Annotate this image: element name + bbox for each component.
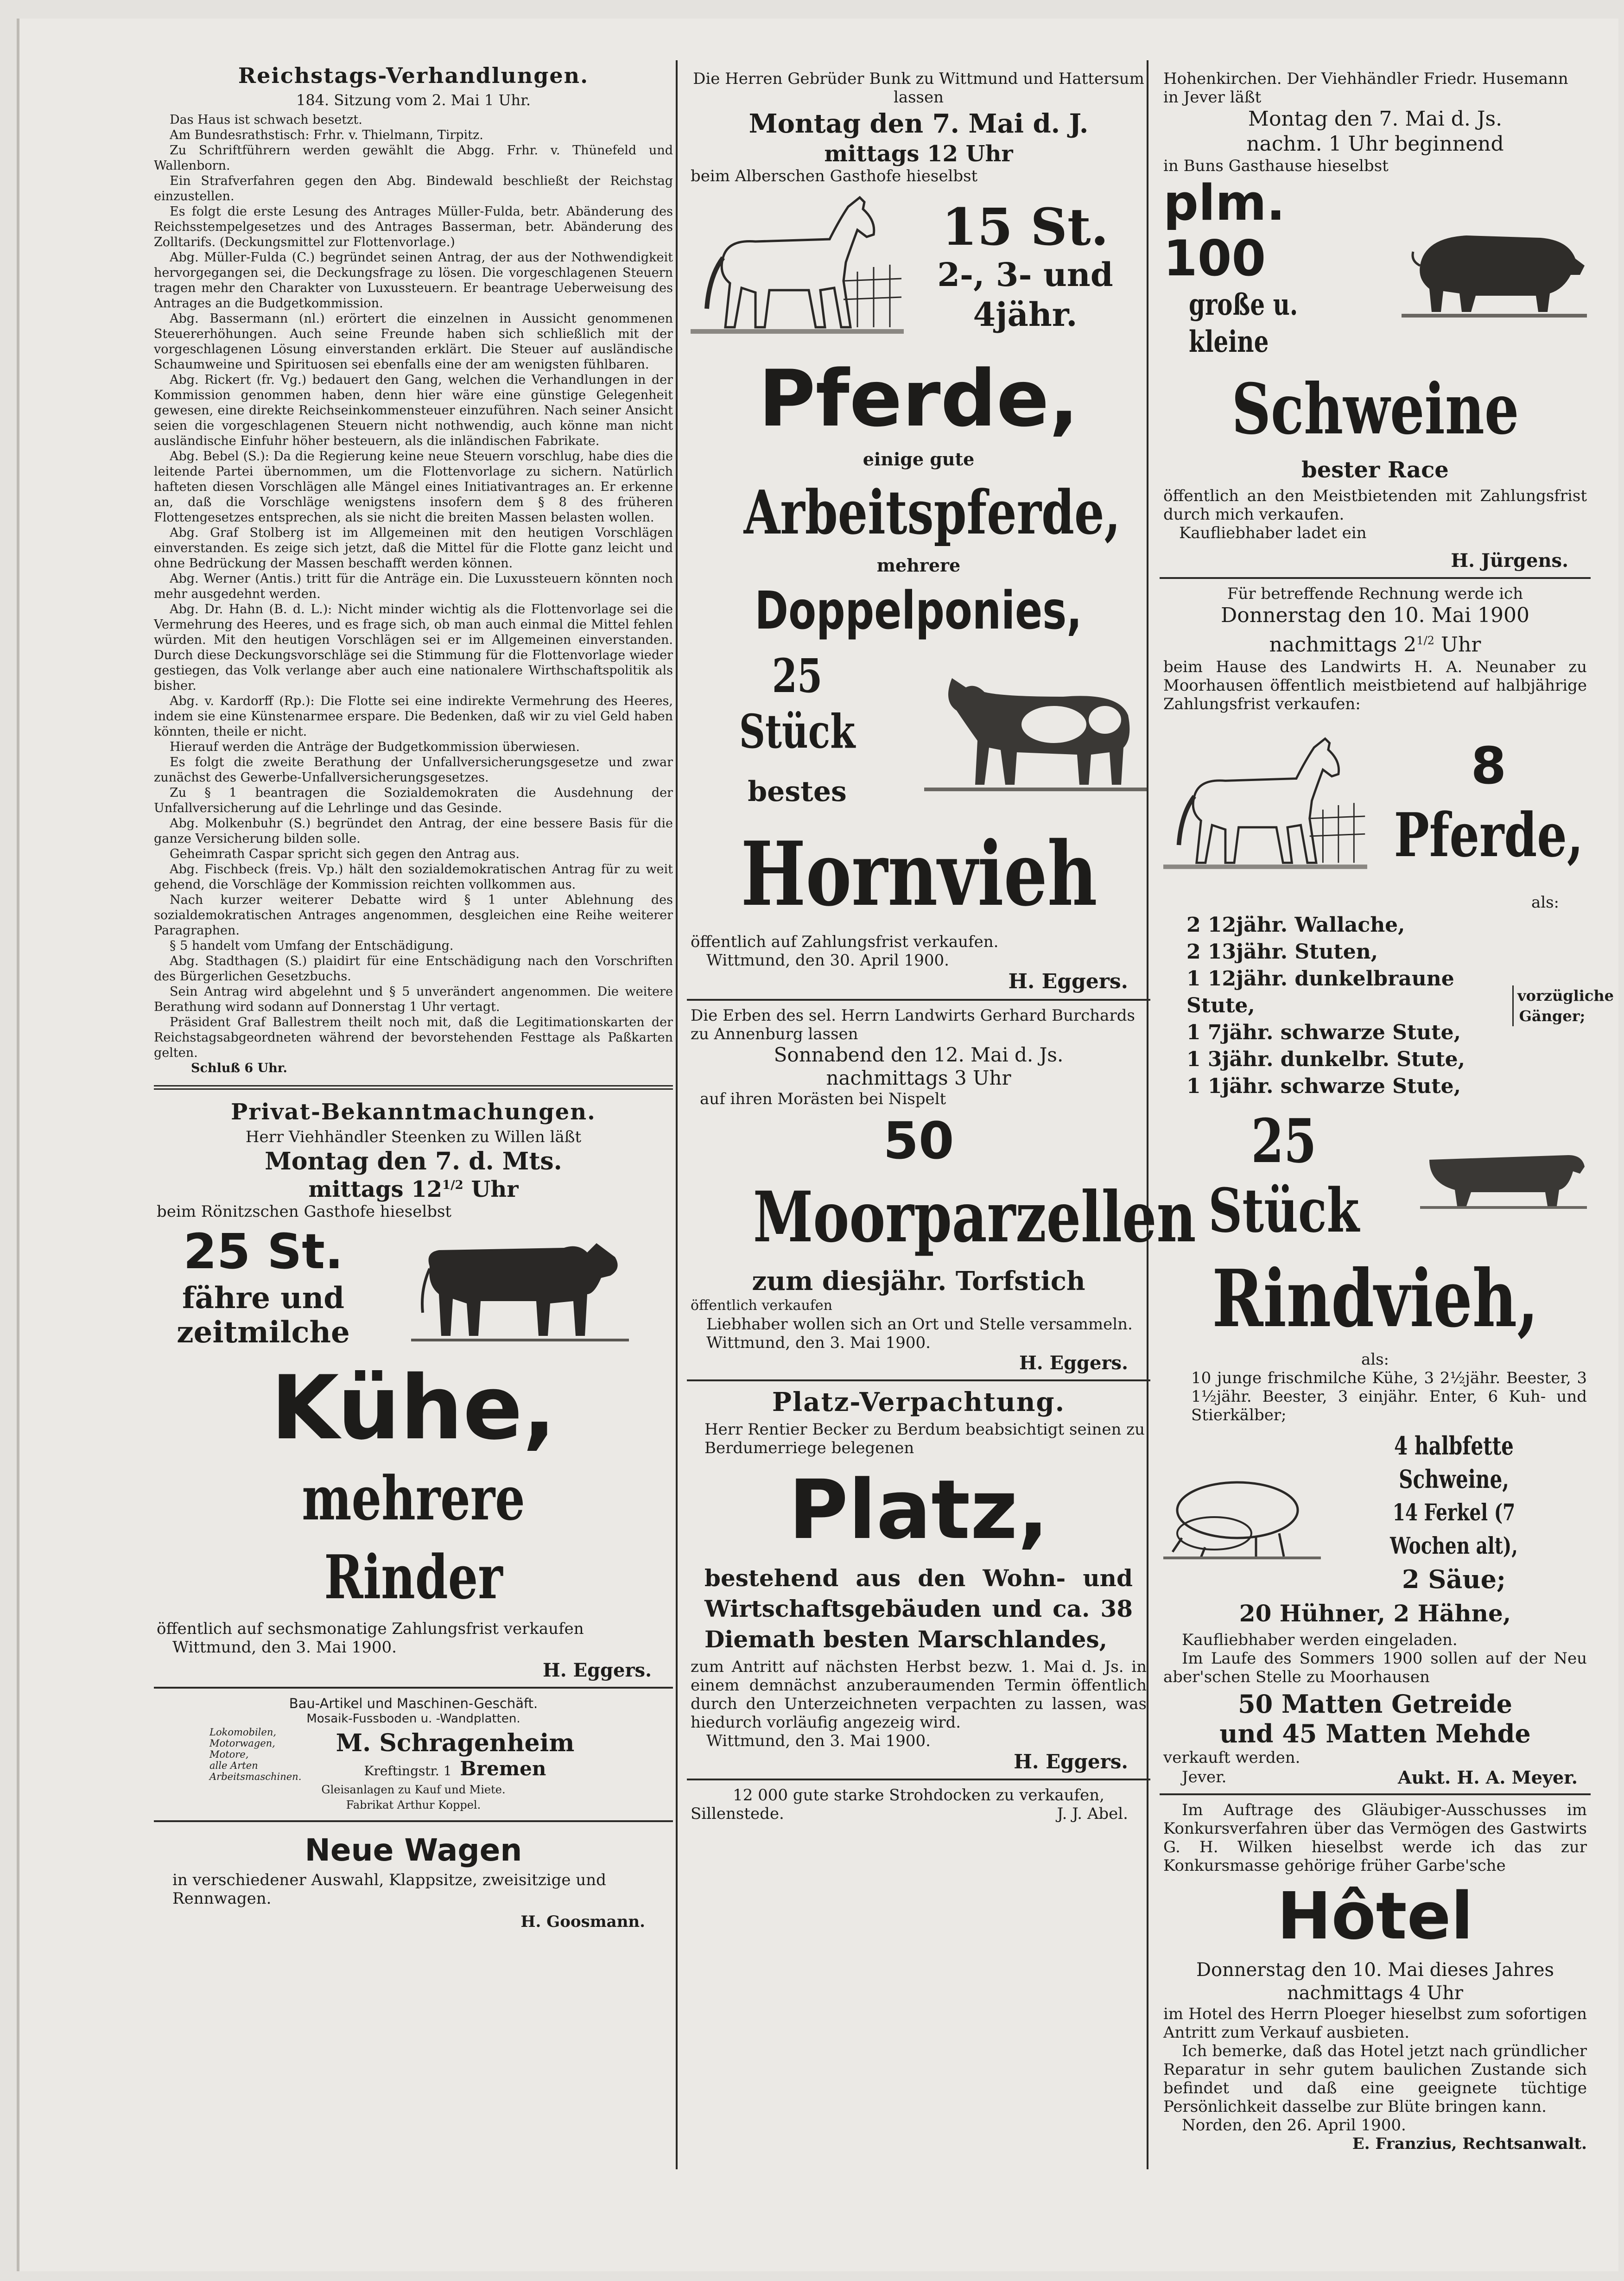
reichstag-paragraph: Abg. v. Kardorff (Rp.): Die Flotte sei eine indirekte Vermehrung des Heeres, indem sie eine Künstenarmee erspare. Die Bedenken, daß wir zu viel Geld haben könnten, theile er nicht. bbox=[154, 694, 673, 739]
privat-kuehe: Kühe, bbox=[271, 1357, 556, 1459]
reichstag-paragraph: Nach kurzer weiterer Debatte wird § 1 unter Ablehnung des sozialdemokratischen Antrages angenommen, desgleichen eine Reihe weiterer Paragraphen. bbox=[154, 893, 673, 938]
schragenheim-product: Motorwagen, bbox=[209, 1738, 275, 1749]
stroh-text: 12 000 gute starke Strohdocken zu verkaufen, bbox=[733, 1786, 1104, 1804]
neunaber-horse-item: 2 12jähr. Wallache, bbox=[1186, 913, 1405, 937]
neunaber-rind-text: Rindvieh, bbox=[1212, 1252, 1539, 1345]
bunk-count: 15 St. bbox=[942, 197, 1109, 257]
hotel-dateline: Norden, den 26. April 1900. bbox=[1182, 2116, 1406, 2135]
bunk-terms: öffentlich auf Zahlungsfrist verkaufen. bbox=[691, 933, 999, 951]
ad-husemann bbox=[1160, 70, 1591, 572]
schragenheim-row bbox=[209, 1727, 617, 1782]
pigs-illustration bbox=[1163, 1464, 1321, 1561]
neunaber-s2 bbox=[1321, 1496, 1587, 1563]
divider bbox=[1160, 577, 1591, 579]
bunk-horse-row bbox=[691, 188, 1147, 346]
horse-illustration bbox=[691, 188, 904, 346]
neunaber-time-a: nachmittags 2 bbox=[1269, 633, 1417, 657]
platz-dateline: Wittmund, den 3. Mai 1900. bbox=[706, 1732, 931, 1750]
wagen-sign: H. Goosmann. bbox=[520, 1912, 645, 1931]
reichstag-title: Reichstags-Verhandlungen. bbox=[238, 63, 589, 88]
neunaber-date: Donnerstag den 10. Mai 1900 bbox=[1221, 604, 1529, 627]
bunk-arbeit-text: Arbeitspferde, bbox=[743, 477, 1121, 548]
schragenheim-line2: Mosaik-Fussboden u. -Wandplatten. bbox=[306, 1712, 520, 1726]
neunaber-horse-row bbox=[1163, 717, 1587, 893]
bunk-horn-text: Hornvieh bbox=[741, 822, 1097, 926]
divider bbox=[154, 1687, 673, 1689]
neunaber-summer: Im Laufe des Sommers 1900 sollen auf der Neu aber'schen Stelle zu Moorhausen bbox=[1163, 1649, 1587, 1686]
hotel-intro: Im Auftrage des Gläubiger-Ausschusses im Konkursverfahren über das Vermögen des Gastwirts G. H. Wilken hieselbst werde ich das zur Konkursmasse gehörige früher Garbe'sche bbox=[1163, 1800, 1587, 1875]
privat-time bbox=[157, 1176, 670, 1202]
ad-strohdocken bbox=[687, 1786, 1150, 1823]
reichstag-paragraph: Abg. Rickert (fr. Vg.) bedauert den Gang, welchen die Verhandlungen in der Kommission genommen haben, denn hier wäre eine günstige Gelegenheit gewesen, eine direkte Reichseinkommensteuer einzuführen. Nach seiner Ansicht seien die vorgeschlagenen Steuern nicht nothwendig, auch könne man nicht ausländische Einfuhr höher besteuern, als die inländischen Fabrikate. bbox=[154, 373, 673, 448]
neunaber-time-fraction: 1/2 bbox=[1416, 634, 1434, 647]
privat-time-a: mittags 12 bbox=[308, 1176, 443, 1202]
neunaber-intro: Für betreffende Rechnung werde ich bbox=[1227, 585, 1523, 603]
schweine-time: nachm. 1 Uhr beginnend bbox=[1246, 132, 1504, 156]
neunaber-time bbox=[1163, 628, 1587, 658]
schragenheim-product: Lokomobilen, bbox=[209, 1727, 277, 1738]
bunk-bestes: bestes bbox=[748, 775, 847, 808]
reichstag-paragraph: Sein Antrag wird abgelehnt und § 5 unverändert angenommen. Die weitere Berathung wird sodann auf Donnerstag 1 Uhr vertagt. bbox=[154, 985, 673, 1014]
ad-moorparzellen bbox=[687, 1006, 1196, 1374]
column-rule-left bbox=[676, 60, 678, 2169]
divider bbox=[1160, 1793, 1591, 1795]
schragenheim-street: Kreftingstr. 1 bbox=[364, 1763, 452, 1779]
reichstag-paragraph: Das Haus ist schwach besetzt. bbox=[170, 113, 362, 127]
bunk-ponies bbox=[691, 578, 1147, 643]
bunk-sign: H. Eggers. bbox=[1008, 970, 1128, 993]
reichstag-paragraph: Präsident Graf Ballestrem theilt noch mit, daß die Legitimationskarten der Reichstagsabgeordneten während der bevorstehenden Festtage als Paßkarten gelten. bbox=[154, 1015, 673, 1060]
reichstag-paragraph: Abg. Fischbeck (freis. Vp.) hält den sozialdemokratischen Antrag für zu weit gehend, die Vorschläge der Kommission reichten vollkommen aus. bbox=[154, 862, 673, 892]
stroh-place: Sillenstede. bbox=[691, 1804, 784, 1823]
neunaber-note: vorzügliche Gänger; bbox=[1512, 985, 1587, 1026]
bunk-count-block bbox=[904, 199, 1147, 335]
schweine-intro: Hohenkirchen. Der Viehhändler Friedr. Husemann in Jever läßt bbox=[1163, 70, 1568, 107]
moor-title bbox=[691, 1173, 1196, 1261]
bunk-intro: Die Herren Gebrüder Bunk zu Wittmund und Hattersum lassen bbox=[693, 70, 1144, 107]
bunk-arbeit bbox=[691, 473, 1147, 552]
reichstag-paragraph: Abg. Stadthagen (S.) plaidirt für eine Entschädigung nach den Vorschriften des Bürgerlichen Gesetzbuchs. bbox=[154, 954, 673, 984]
bunk-stueck bbox=[691, 648, 904, 759]
newspaper-page bbox=[17, 19, 1618, 2271]
schweine-place: in Buns Gasthause hieselbst bbox=[1163, 157, 1389, 175]
moor-dateline: Wittmund, den 3. Mai 1900. bbox=[706, 1334, 931, 1352]
neunaber-invite: Kaufliebhaber werden eingeladen. bbox=[1182, 1630, 1458, 1649]
wagen-text: in verschiedener Auswahl, Klappsitze, zweisitzige und Rennwagen. bbox=[172, 1871, 606, 1908]
neunaber-count-block bbox=[1367, 736, 1610, 875]
moor-text: Liebhaber wollen sich an Ort und Stelle versammeln. bbox=[706, 1315, 1133, 1334]
hotel-sign: E. Franzius, Rechtsanwalt. bbox=[1352, 2134, 1587, 2153]
neunaber-als: als: bbox=[1531, 893, 1559, 912]
bunk-time: mittags 12 Uhr bbox=[824, 141, 1013, 167]
reichstag-close: Schluß 6 Uhr. bbox=[191, 1061, 287, 1075]
schweine-count-block bbox=[1163, 175, 1395, 361]
schragenheim-name-block bbox=[293, 1729, 617, 1780]
reichstag-paragraph: Hierauf werden die Anträge der Budgetkommission überwiesen. bbox=[170, 740, 580, 754]
neunaber-g1: 50 Matten Getreide bbox=[1238, 1689, 1512, 1719]
hotel-date: Donnerstag den 10. Mai dieses Jahres bbox=[1196, 1959, 1554, 1981]
neunaber-als2: als: bbox=[1361, 1350, 1389, 1369]
reichstag-paragraph: Es folgt die zweite Berathung der Unfallversicherungsgesetze und zwar zunächst des Gewerbe-Unfallversicherungsgesetzes. bbox=[154, 755, 673, 785]
schweine-invite: Kaufliebhaber ladet ein bbox=[1179, 524, 1367, 542]
neunaber-footer bbox=[1163, 1767, 1587, 1788]
neunaber-place: Jever. bbox=[1182, 1768, 1227, 1787]
privat-count: 25 St. bbox=[183, 1223, 343, 1280]
privat-place: beim Rönitzschen Gasthofe hieselbst bbox=[157, 1202, 452, 1221]
neunaber-horse-list bbox=[1163, 912, 1512, 1100]
neunaber-s1-text: 4 halbfette Schweine, bbox=[1394, 1430, 1514, 1494]
neunaber-rind bbox=[1163, 1250, 1587, 1347]
bunk-place: beim Alberschen Gasthofe hieselbst bbox=[691, 167, 978, 185]
cow-illustration bbox=[411, 1225, 629, 1350]
neunaber-horse-item: 2 13jähr. Stuten, bbox=[1186, 940, 1378, 964]
schweine-terms: öffentlich an den Meistbietenden mit Zahlungsfrist durch mich verkaufen. bbox=[1163, 487, 1587, 524]
reichstag-paragraph: Zu § 1 beantragen die Sozialdemokraten die Ausdehnung der Unfallversicherung auf die Lehrlinge und das Gesinde. bbox=[154, 786, 673, 815]
platz-sign: H. Eggers. bbox=[1014, 1750, 1128, 1773]
neunaber-cattle-row bbox=[1163, 1106, 1587, 1245]
moor-count: 50 bbox=[883, 1111, 954, 1170]
schweine-sign: H. Jürgens. bbox=[1451, 550, 1568, 572]
neunaber-time-b: Uhr bbox=[1440, 633, 1481, 657]
divider bbox=[687, 1779, 1150, 1780]
neunaber-s1 bbox=[1321, 1429, 1587, 1496]
neunaber-horse-item: 1 7jähr. schwarze Stute, bbox=[1186, 1020, 1461, 1044]
privat-line1: fähre und bbox=[182, 1281, 345, 1315]
bunk-stueck-block bbox=[691, 648, 904, 810]
ad-neunaber bbox=[1160, 585, 1614, 1788]
schweine-word bbox=[1163, 365, 1587, 453]
hotel-text: im Hotel des Herrn Ploeger hieselbst zum sofortigen Antritt zum Verkauf ausbieten. bbox=[1163, 2004, 1587, 2042]
reichstag-paragraph: Abg. Müller-Fulda (C.) begründet seinen Antrag, der aus der Nothwendigkeit hervorgegangen sei, die Deckungsfrage zu lösen. Die vorgeschlagenen Steuern tragen mehr den Charakter von Luxussteuern. Er beantrage Ueberweisung des Antrages an die Budgetkommission. bbox=[154, 250, 673, 311]
divider bbox=[687, 999, 1150, 1001]
schragenheim-address bbox=[293, 1757, 617, 1780]
privat-line2: zeitmilche bbox=[177, 1315, 350, 1350]
neunaber-stueck bbox=[1163, 1106, 1404, 1245]
bunk-einige: einige gute bbox=[863, 449, 975, 470]
privat-terms: öffentlich auf sechsmonatige Zahlungsfrist verkaufen bbox=[157, 1620, 584, 1638]
neunaber-count: 8 bbox=[1471, 736, 1507, 795]
stroh-footer bbox=[691, 1804, 1147, 1823]
schragenheim-product: Motore, bbox=[209, 1749, 249, 1760]
stroh-sign: J. J. Abel. bbox=[1057, 1804, 1128, 1823]
moor-sell: öffentlich verkaufen bbox=[691, 1297, 832, 1314]
bunk-ages1: 2-, 3- und bbox=[937, 255, 1113, 294]
reichstag-paragraph: § 5 handelt vom Umfang der Entschädigung. bbox=[170, 939, 454, 953]
platz-intro: Herr Rentier Becker zu Berdum beabsichtigt seinen zu Berdumerriege belegenen bbox=[704, 1420, 1145, 1457]
reichstag-paragraph: Ein Strafverfahren gegen den Abg. Bindewald beschließt der Reichstag einzustellen. bbox=[154, 174, 673, 203]
schragenheim-line3: Gleisanlagen zu Kauf und Miete. bbox=[321, 1783, 506, 1796]
privat-time-fraction: 1/2 bbox=[442, 1178, 463, 1192]
hotel-word: Hôtel bbox=[1277, 1878, 1473, 1954]
column-middle bbox=[687, 19, 1196, 2243]
pig-illustration bbox=[1402, 215, 1587, 321]
reichstag-paragraph: Abg. Bebel (S.): Da die Regierung keine neue Steuern vorschlug, habe dies die leitende Partei übernommen, um die Flottenvorlage zu sichern. Natürlich hafteten diesen Vorschlägen alle Mängel eines Initiativantrages an. Er erkenne an, daß die Vorschläge wenigstens insofern dem § 8 des früheren Flottengesetzes entsprechen, als sie nicht die breiten Massen belasten wollen. bbox=[154, 449, 673, 525]
reichstag-paragraph: Abg. Bassermann (nl.) erörtert die einzelnen in Aussicht genommenen Steuererhöhungen. Auch seine Freunde haben sich schließlich mit der vorgeschlagenen Lösung einverstanden erklärt. Die Steuer auf ausländische Schaumweine und Spirituosen sei ebenfalls eine der am wenigsten fühlbaren. bbox=[154, 311, 673, 372]
platz-desc: bestehend aus den Wohn- und Wirtschaftsgebäuden und ca. 38 Diemath besten Marschlandes, bbox=[704, 1564, 1133, 1653]
neunaber-text: beim Hause des Landwirts H. A. Neunaber zu Moorhausen öffentlich meistbietend auf halbjährige Zahlungsfrist verkaufen: bbox=[1163, 657, 1587, 713]
reichstag-paragraph: Abg. Molkenbuhr (S.) begründet den Antrag, der eine bessere Basis für die ganze Versicherung bilden solle. bbox=[154, 816, 673, 846]
bunk-horn bbox=[691, 819, 1147, 930]
neunaber-horse-item: 1 12jähr. dunkelbraune Stute, bbox=[1186, 966, 1454, 1017]
bunk-pferde: Pferde, bbox=[758, 353, 1079, 444]
reichstag-paragraph: Abg. Werner (Antis.) tritt für die Anträge ein. Die Luxussteuern könnten noch mehr ausgedehnt werden. bbox=[154, 572, 673, 601]
schragenheim-city: Bremen bbox=[460, 1757, 546, 1780]
neunaber-s3: 2 Säue; bbox=[1402, 1564, 1506, 1594]
privat-dateline: Wittmund, den 3. Mai 1900. bbox=[172, 1638, 397, 1657]
moor-date: Sonnabend den 12. Mai d. Js. bbox=[774, 1043, 1064, 1066]
schweine-pig-row bbox=[1163, 175, 1587, 361]
schragenheim-name: M. Schragenheim bbox=[336, 1728, 575, 1757]
schragenheim-line1: Bau-Artikel und Maschinen-Geschäft. bbox=[289, 1696, 538, 1711]
privat-intro: Herr Viehhändler Steenken zu Willen läßt bbox=[245, 1128, 582, 1146]
ad-steenken bbox=[154, 1099, 673, 1681]
neunaber-stueck-text: 25 Stück bbox=[1208, 1105, 1359, 1246]
neunaber-pferde-text: Pferde, bbox=[1394, 799, 1584, 870]
privat-rinder-text: mehrere Rinder bbox=[302, 1463, 525, 1613]
ad-goosmann bbox=[154, 1828, 673, 1933]
neunaber-rindtext: 10 junge frischmilche Kühe, 3 2½jähr. Beester, 3 1½jähr. Beester, 3 einjähr. Enter, 6 Kuh- und Stierkälber; bbox=[1191, 1368, 1587, 1424]
ad-platz bbox=[687, 1387, 1150, 1773]
reichstag-paragraph: Zu Schriftführern werden gewählt die Abgg. Frhr. v. Thünefeld und Wallenborn. bbox=[154, 143, 673, 173]
neunaber-g2: und 45 Matten Mehde bbox=[1219, 1718, 1531, 1748]
ad-bunk bbox=[687, 70, 1150, 993]
reichstag-paragraph: Es folgt die erste Lesung des Antrages Müller-Fulda, betr. Abänderung des Reichsstempelgesetzes und des Antrages Basserman, betr. Abänderung des Zolltarifs. (Deckungsmittel zur Flottenvorlage.) bbox=[154, 204, 673, 249]
privat-title: Privat-Bekanntmachungen. bbox=[231, 1099, 596, 1125]
schragenheim-product: alle Arten Arbeitsmaschinen. bbox=[209, 1760, 302, 1782]
bunk-ponies-text: Doppelponies, bbox=[755, 581, 1082, 641]
schweine-race: bester Race bbox=[1301, 457, 1449, 483]
schweine-date: Montag den 7. Mai d. Js. bbox=[1248, 107, 1503, 131]
neunaber-horse-item: 1 3jähr. dunkelbr. Stute, bbox=[1186, 1047, 1465, 1071]
privat-rinder bbox=[157, 1459, 670, 1617]
ad-hotel bbox=[1160, 1801, 1591, 2153]
moor-title-text: Moorparzellen bbox=[753, 1176, 1196, 1258]
privat-date: Montag den 7. d. Mts. bbox=[265, 1147, 562, 1175]
hotel-time: nachmittags 4 Uhr bbox=[1287, 1982, 1464, 2004]
neunaber-pig-block bbox=[1321, 1429, 1587, 1596]
privat-count-block bbox=[157, 1225, 370, 1350]
schragenheim-products bbox=[209, 1727, 302, 1782]
platz-word: Platz, bbox=[788, 1462, 1049, 1557]
divider bbox=[154, 1820, 673, 1822]
column-left bbox=[154, 19, 673, 2243]
reichstag-report bbox=[154, 112, 673, 1061]
platz-title: Platz-Verpachtung. bbox=[772, 1387, 1066, 1417]
reichstag-paragraph: Geheimrath Caspar spricht sich gegen den Antrag aus. bbox=[170, 847, 520, 861]
privat-time-b: Uhr bbox=[471, 1176, 519, 1202]
platz-text: zum Antritt auf nächsten Herbst bezw. 1. Mai d. Js. in einem demnächst anzuberaumenden Termin öffentlich durch den Unterzeichneten verpachten zu lassen, was hiedurch vorläufig angezeig wird. bbox=[691, 1658, 1147, 1732]
moor-sign: H. Eggers. bbox=[1019, 1352, 1128, 1374]
bunk-ages2: 4jähr. bbox=[973, 295, 1078, 334]
neunaber-sold: verkauft werden. bbox=[1163, 1748, 1300, 1767]
wagen-title: Neue Wagen bbox=[304, 1832, 522, 1868]
horse-illustration-2 bbox=[1163, 717, 1367, 893]
schweine-kinds-text: große u. kleine bbox=[1189, 287, 1298, 359]
bunk-date: Montag den 7. Mai d. J. bbox=[749, 108, 1089, 139]
cattle-illustration bbox=[1420, 1141, 1587, 1211]
ad-schragenheim bbox=[154, 1694, 673, 1815]
hotel-note: Ich bemerke, daß das Hotel jetzt nach gründlicher Reparatur in sehr gutem baulichen Zustande sich befindet und daß eine geeignete tüchtige Persönlichkeit dasselbe zur Blüte bringen kann. bbox=[1163, 2041, 1587, 2116]
neunaber-sign: Aukt. H. A. Meyer. bbox=[1397, 1766, 1578, 1788]
moor-sub: zum diesjähr. Torfstich bbox=[752, 1266, 1085, 1296]
moor-place: auf ihren Morästen bei Nispelt bbox=[700, 1090, 946, 1108]
schragenheim-line4: Fabrikat Arthur Koppel. bbox=[346, 1798, 481, 1811]
reichstag-paragraph: Am Bundesrathstisch: Frhr. v. Thielmann, Tirpitz. bbox=[170, 128, 483, 142]
moor-intro: Die Erben des sel. Herrn Landwirts Gerhard Burchards zu Annenburg lassen bbox=[691, 1006, 1135, 1043]
neunaber-horse-item: 1 1jähr. schwarze Stute, bbox=[1186, 1074, 1461, 1098]
schweine-kinds bbox=[1163, 286, 1395, 361]
schweine-count: plm. 100 bbox=[1163, 174, 1285, 287]
bunk-dateline: Wittmund, den 30. April 1900. bbox=[706, 951, 949, 970]
neunaber-pferde bbox=[1367, 796, 1610, 875]
reichstag-paragraph: Abg. Graf Stolberg ist im Allgemeinen mit den heutigen Vorschlägen einverstanden. Es zeige sich jetzt, daß die Mittel für die Flotte ganz leicht und ohne Bedrückung der Massen beschafft werden können. bbox=[154, 526, 673, 571]
schweine-word-text: Schweine bbox=[1231, 369, 1519, 450]
divider bbox=[154, 1085, 673, 1090]
privat-sign: H. Eggers. bbox=[542, 1659, 652, 1681]
neunaber-huehner: 20 Hühner, 2 Hähne, bbox=[1239, 1599, 1511, 1627]
moor-time: nachmittags 3 Uhr bbox=[826, 1067, 1011, 1089]
reichstag-paragraph: Abg. Dr. Hahn (B. d. L.): Nicht minder wichtig als die Flottenvorlage sei die Vermehrung des Heeres, und es frage sich, ob man auch einmal die Mittel fehlen würden. Mit den heutigen Vorschlägen sei er im Allgemeinen einverstanden. Durch diese Deckungsvorschläge sei die Stimmung für die Flottenvorlage wieder gestiegen, das Volk verlange aber auch eine nationalere Wirthschaftspolitik als bisher. bbox=[154, 602, 673, 693]
divider bbox=[687, 1379, 1150, 1381]
bunk-cattle-row bbox=[691, 648, 1147, 810]
neunaber-s2-text: 14 Ferkel (7 Wochen alt), bbox=[1390, 1498, 1518, 1559]
reichstag-session: 184. Sitzung vom 2. Mai 1 Uhr. bbox=[296, 91, 531, 109]
column-right bbox=[1160, 19, 1614, 2243]
neunaber-list-row bbox=[1163, 912, 1614, 1100]
bunk-stueck-text: 25 Stück bbox=[739, 648, 856, 759]
ox-illustration bbox=[924, 660, 1147, 799]
neunaber-pig-row bbox=[1163, 1429, 1587, 1596]
privat-cow-row bbox=[157, 1225, 670, 1350]
bunk-mehrere: mehrere bbox=[876, 555, 961, 576]
